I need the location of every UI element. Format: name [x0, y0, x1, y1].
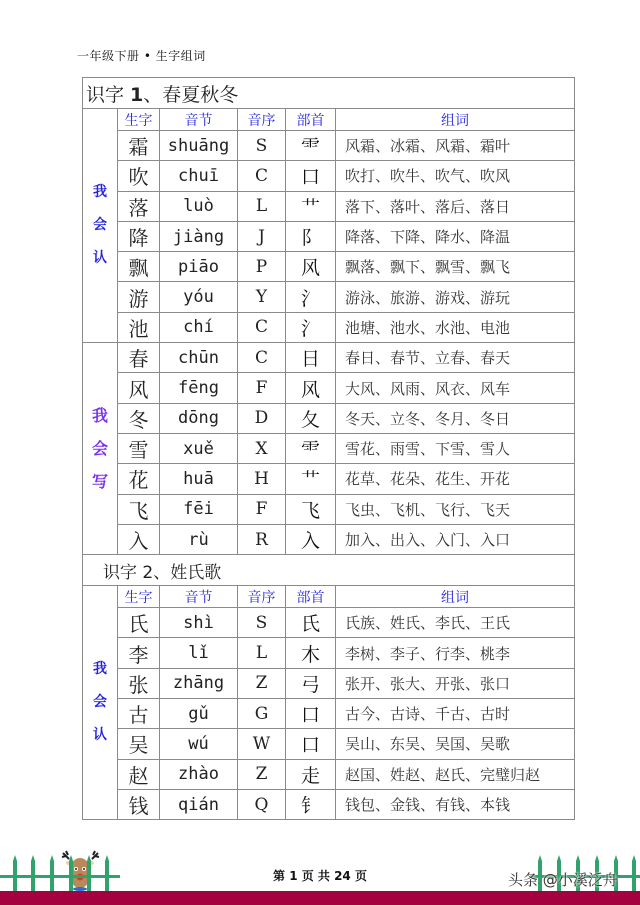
- group-label-char: 认: [93, 250, 107, 267]
- radical-cell: 夂: [286, 403, 336, 433]
- order-cell: C: [238, 312, 286, 342]
- words-cell: 大风、风雨、风衣、风车: [336, 373, 575, 403]
- words-cell: 降落、下降、降水、降温: [336, 221, 575, 251]
- radical-cell: 氵: [286, 312, 336, 342]
- pinyin-cell: qián: [160, 789, 238, 819]
- order-cell: C: [238, 161, 286, 191]
- order-cell: D: [238, 403, 286, 433]
- table-row: [83, 312, 575, 342]
- group-label-char: 认: [93, 727, 107, 744]
- words-cell: 氏族、姓氏、李氏、王氏: [336, 608, 575, 638]
- pinyin-cell: zhāng: [160, 668, 238, 698]
- group-label-char: 会: [93, 217, 107, 234]
- order-cell: Y: [238, 282, 286, 312]
- order-cell: F: [238, 494, 286, 524]
- words-cell: 张开、张大、开张、张口: [336, 668, 575, 698]
- pinyin-cell: yóu: [160, 282, 238, 312]
- words-cell: 冬天、立冬、冬月、冬日: [336, 403, 575, 433]
- table-row: [83, 252, 575, 282]
- radical-cell: 钅: [286, 789, 336, 819]
- document-header: 一年级下册 • 生字组词: [77, 49, 206, 63]
- character-cell: 赵: [118, 759, 160, 789]
- words-cell: 钱包、金钱、有钱、本钱: [336, 789, 575, 819]
- character-cell: 钱: [118, 789, 160, 819]
- section-title-number: 2: [142, 562, 154, 583]
- column-header-words: 组词: [336, 109, 575, 131]
- table-row: [83, 789, 575, 819]
- character-cell: 花: [118, 464, 160, 494]
- column-header-row: [83, 109, 575, 131]
- pinyin-cell: wú: [160, 729, 238, 759]
- radical-cell: 飞: [286, 494, 336, 524]
- pinyin-cell: piāo: [160, 252, 238, 282]
- character-cell: 春: [118, 343, 160, 373]
- words-cell: 风霜、冰霜、风霜、霜叶: [336, 131, 575, 161]
- table-row: [83, 699, 575, 729]
- character-cell: 李: [118, 638, 160, 668]
- words-cell: 飘落、飘下、飘雪、飘飞: [336, 252, 575, 282]
- words-cell: 雪花、雨雪、下雪、雪人: [336, 433, 575, 463]
- character-cell: 池: [118, 312, 160, 342]
- character-cell: 氏: [118, 608, 160, 638]
- table-row: [83, 668, 575, 698]
- words-cell: 吹打、吹牛、吹气、吹风: [336, 161, 575, 191]
- group-label-char: 我: [93, 661, 107, 678]
- table-row: [83, 343, 575, 373]
- pinyin-cell: huā: [160, 464, 238, 494]
- pinyin-cell: xuě: [160, 433, 238, 463]
- page-number: 第 1 页 共 24 页: [273, 869, 367, 883]
- words-cell: 春日、春节、立春、春天: [336, 343, 575, 373]
- order-cell: W: [238, 729, 286, 759]
- section-title-row: [83, 78, 575, 109]
- radical-cell: 氵: [286, 282, 336, 312]
- group-label-char: 我: [91, 406, 108, 426]
- radical-cell: 口: [286, 729, 336, 759]
- watermark: 头条 @小溪泛舟: [508, 871, 618, 889]
- character-cell: 入: [118, 524, 160, 554]
- character-cell: 降: [118, 221, 160, 251]
- radical-cell: 艹: [286, 191, 336, 221]
- words-cell: 落下、落叶、落后、落日: [336, 191, 575, 221]
- table-row: [83, 403, 575, 433]
- column-header-words: 组词: [336, 586, 575, 608]
- group-label: [83, 109, 118, 343]
- order-cell: Z: [238, 668, 286, 698]
- pinyin-cell: luò: [160, 191, 238, 221]
- character-cell: 飘: [118, 252, 160, 282]
- section-title-number: 1: [130, 83, 144, 106]
- group-label: [83, 343, 118, 555]
- section-title-row: [83, 555, 575, 586]
- order-cell: Z: [238, 759, 286, 789]
- table-row: [83, 759, 575, 789]
- radical-cell: 阝: [286, 221, 336, 251]
- order-cell: F: [238, 373, 286, 403]
- words-cell: 加入、出入、入门、入口: [336, 524, 575, 554]
- pinyin-cell: rù: [160, 524, 238, 554]
- words-cell: 吴山、东吴、吴国、吴歌: [336, 729, 575, 759]
- section-title: [83, 555, 575, 586]
- section-title: [83, 78, 575, 109]
- radical-cell: 日: [286, 343, 336, 373]
- pinyin-cell: jiàng: [160, 221, 238, 251]
- order-cell: P: [238, 252, 286, 282]
- radical-cell: 弓: [286, 668, 336, 698]
- order-cell: L: [238, 638, 286, 668]
- character-cell: 落: [118, 191, 160, 221]
- table-row: [83, 494, 575, 524]
- group-label-char: 会: [93, 694, 107, 711]
- character-cell: 冬: [118, 403, 160, 433]
- column-header-pinyin: 音节: [160, 109, 238, 131]
- pinyin-cell: gǔ: [160, 699, 238, 729]
- radical-cell: 口: [286, 699, 336, 729]
- pinyin-cell: fēi: [160, 494, 238, 524]
- radical-cell: 木: [286, 638, 336, 668]
- column-header-radical: 部首: [286, 109, 336, 131]
- table-row: [83, 282, 575, 312]
- radical-cell: ⻗: [286, 433, 336, 463]
- group-label-char: 我: [93, 184, 107, 201]
- section-title-prefix: 识字: [103, 562, 143, 583]
- column-header-radical: 部首: [286, 586, 336, 608]
- pinyin-cell: zhào: [160, 759, 238, 789]
- order-cell: X: [238, 433, 286, 463]
- table-row: [83, 191, 575, 221]
- character-cell: 张: [118, 668, 160, 698]
- group-label-char: 写: [91, 472, 108, 492]
- radical-cell: 氏: [286, 608, 336, 638]
- group-label: [83, 586, 118, 820]
- table-row: [83, 464, 575, 494]
- pinyin-cell: chūn: [160, 343, 238, 373]
- footer-band: [0, 891, 640, 905]
- pinyin-cell: dōng: [160, 403, 238, 433]
- words-cell: 飞虫、飞机、飞行、飞天: [336, 494, 575, 524]
- character-cell: 吹: [118, 161, 160, 191]
- section-title-text: 、姓氏歌: [153, 562, 222, 583]
- pinyin-cell: chí: [160, 312, 238, 342]
- words-cell: 游泳、旅游、游戏、游玩: [336, 282, 575, 312]
- order-cell: Q: [238, 789, 286, 819]
- table-row: [83, 373, 575, 403]
- table-row: [83, 161, 575, 191]
- radical-cell: 口: [286, 161, 336, 191]
- character-cell: 古: [118, 699, 160, 729]
- column-header-char: 生字: [118, 109, 160, 131]
- table-row: [83, 729, 575, 759]
- order-cell: S: [238, 608, 286, 638]
- order-cell: R: [238, 524, 286, 554]
- order-cell: L: [238, 191, 286, 221]
- words-cell: 李树、李子、行李、桃李: [336, 638, 575, 668]
- order-cell: H: [238, 464, 286, 494]
- pinyin-cell: shuāng: [160, 131, 238, 161]
- pinyin-cell: lǐ: [160, 638, 238, 668]
- order-cell: S: [238, 131, 286, 161]
- table-row: [83, 608, 575, 638]
- words-cell: 花草、花朵、花生、开花: [336, 464, 575, 494]
- group-label-char: 会: [91, 439, 108, 459]
- section-title-text: 、春夏秋冬: [143, 83, 239, 106]
- table-row: [83, 221, 575, 251]
- character-cell: 雪: [118, 433, 160, 463]
- words-cell: 赵国、姓赵、赵氏、完璧归赵: [336, 759, 575, 789]
- radical-cell: 风: [286, 252, 336, 282]
- radical-cell: 入: [286, 524, 336, 554]
- column-header-char: 生字: [118, 586, 160, 608]
- pinyin-cell: chuī: [160, 161, 238, 191]
- section-title-prefix: 识字: [86, 83, 131, 106]
- words-cell: 古今、古诗、千古、古时: [336, 699, 575, 729]
- radical-cell: ⻗: [286, 131, 336, 161]
- pinyin-cell: fēng: [160, 373, 238, 403]
- table-row: [83, 131, 575, 161]
- table-row: [83, 433, 575, 463]
- column-header-pinyin: 音节: [160, 586, 238, 608]
- column-header-order: 音序: [238, 109, 286, 131]
- pinyin-cell: shì: [160, 608, 238, 638]
- character-cell: 吴: [118, 729, 160, 759]
- radical-cell: 风: [286, 373, 336, 403]
- vocabulary-table: [82, 77, 575, 820]
- order-cell: C: [238, 343, 286, 373]
- radical-cell: 走: [286, 759, 336, 789]
- words-cell: 池塘、池水、水池、电池: [336, 312, 575, 342]
- table-row: [83, 638, 575, 668]
- character-cell: 风: [118, 373, 160, 403]
- table-row: [83, 524, 575, 554]
- character-cell: 霜: [118, 131, 160, 161]
- order-cell: J: [238, 221, 286, 251]
- character-cell: 游: [118, 282, 160, 312]
- character-cell: 飞: [118, 494, 160, 524]
- column-header-row: [83, 586, 575, 608]
- column-header-order: 音序: [238, 586, 286, 608]
- radical-cell: 艹: [286, 464, 336, 494]
- order-cell: G: [238, 699, 286, 729]
